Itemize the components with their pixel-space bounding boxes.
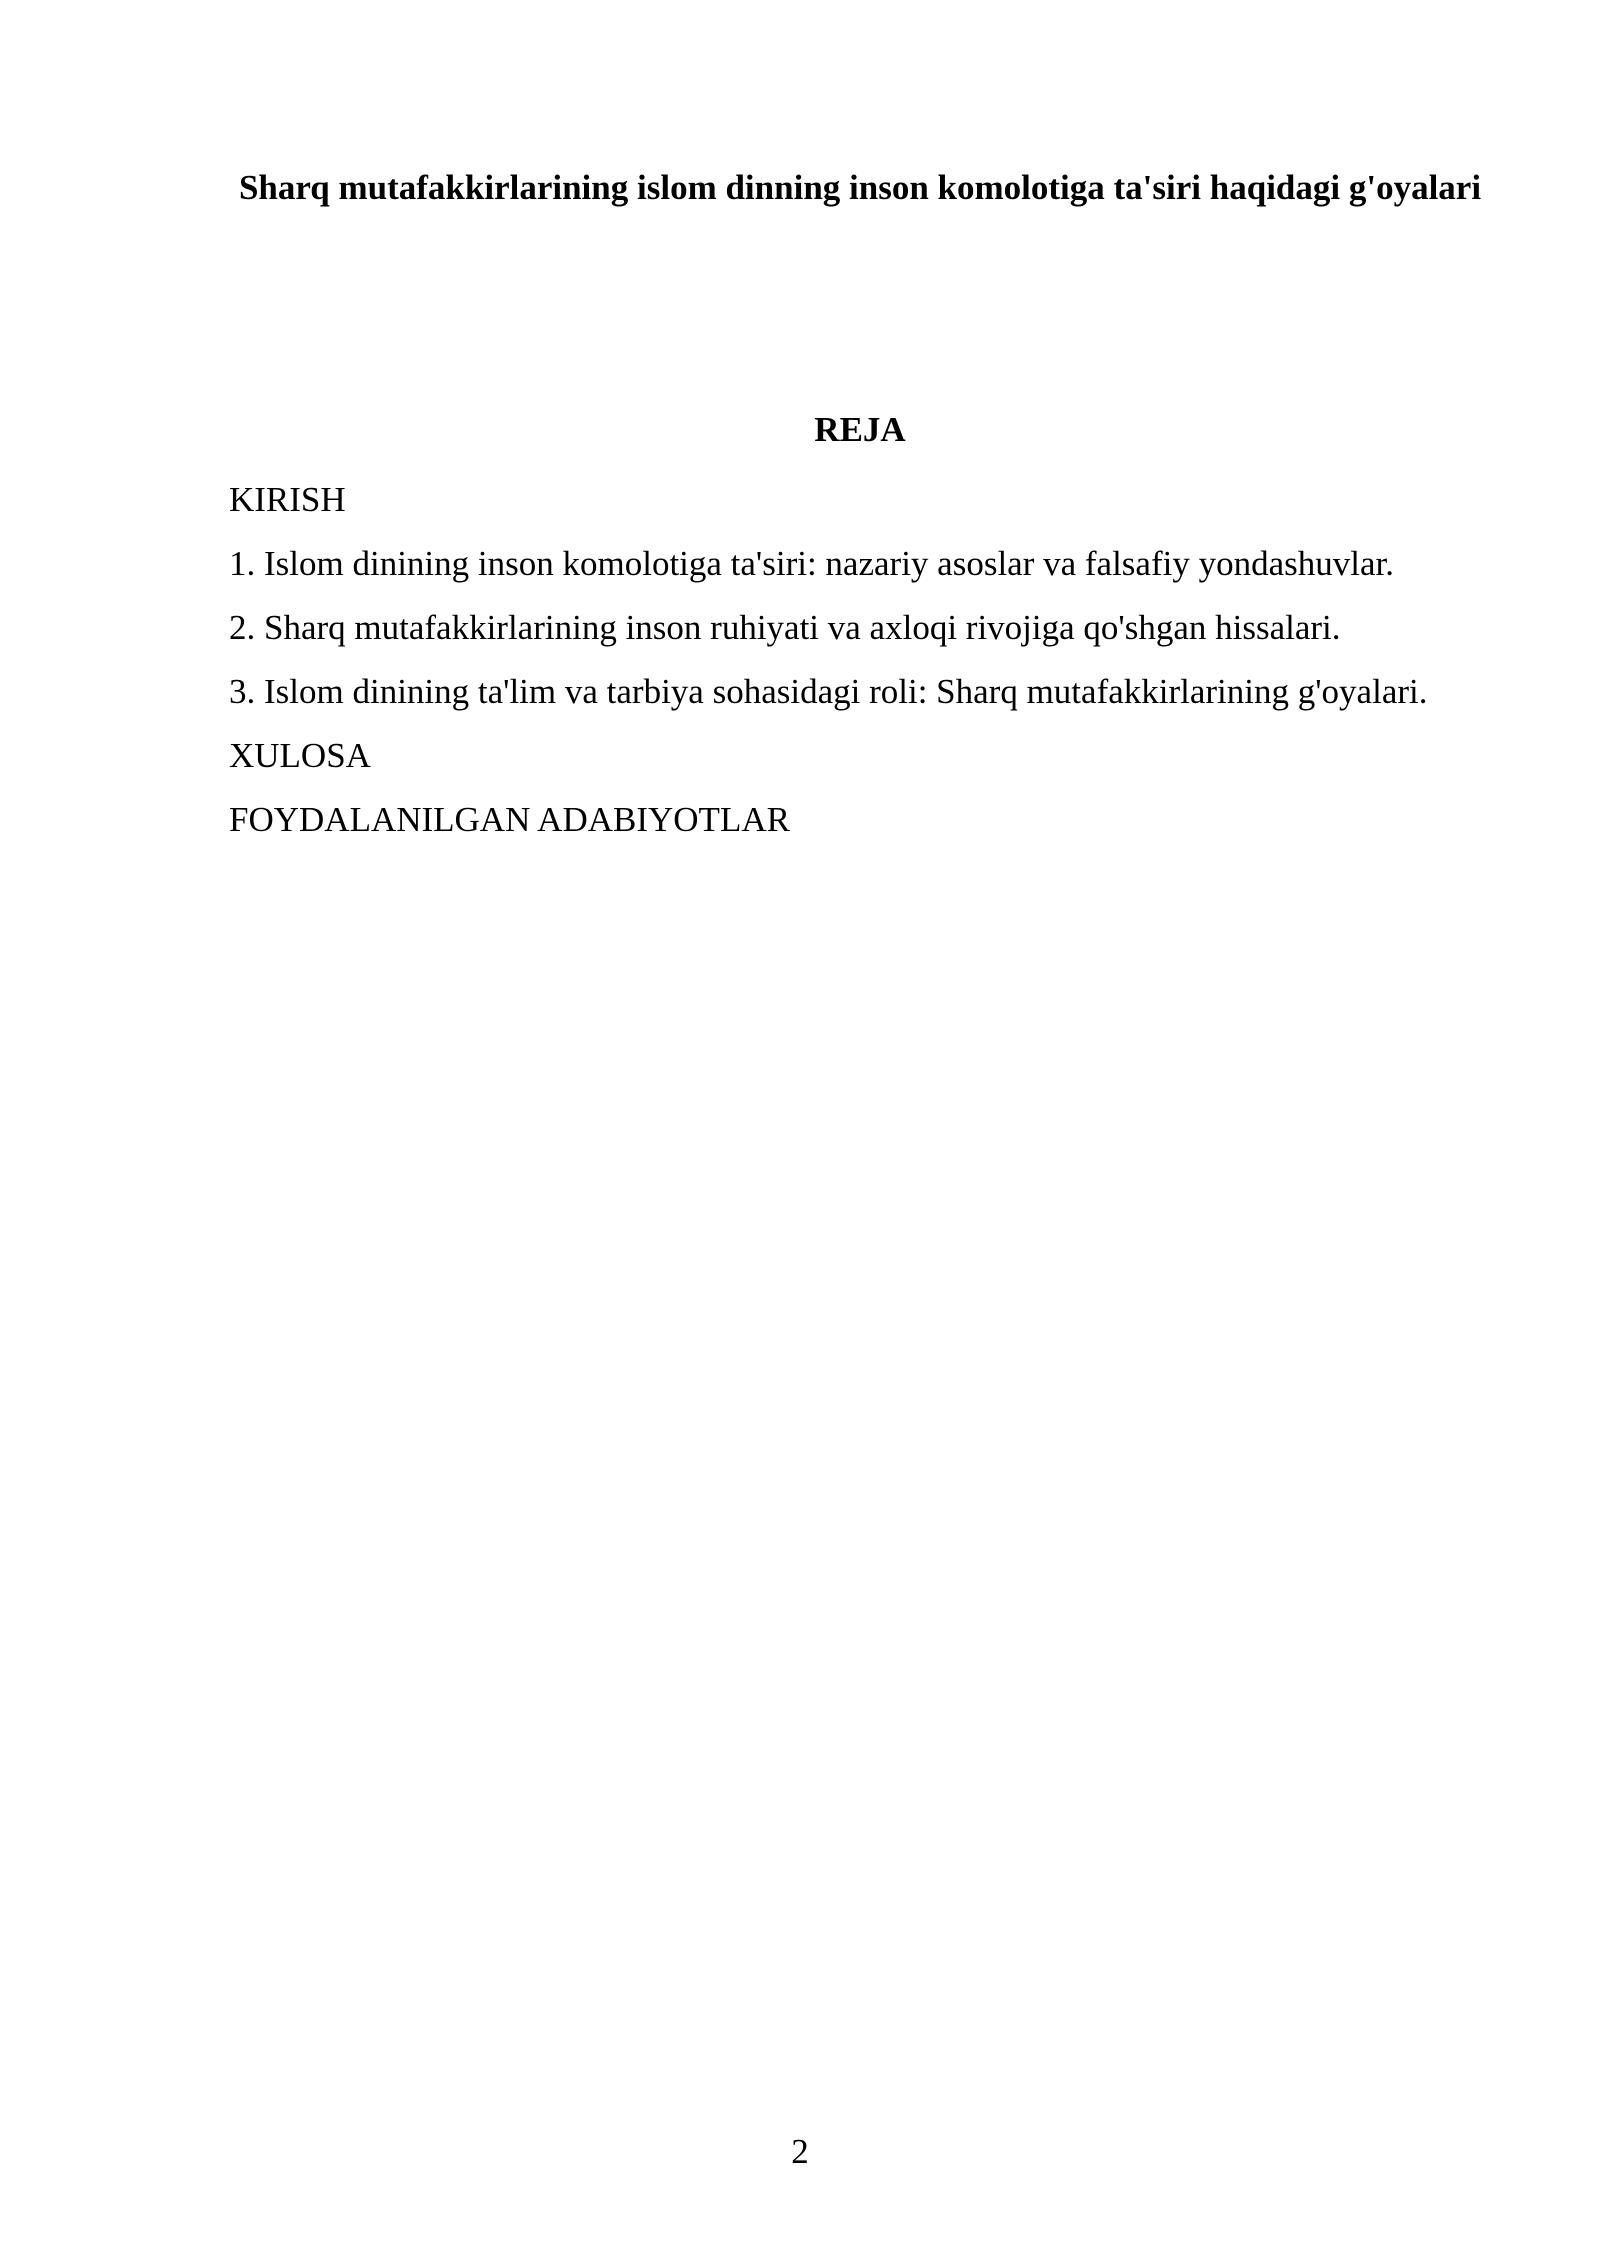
plan-heading: REJA: [814, 410, 906, 449]
plan-item-conclusion: XULOSA: [229, 736, 371, 775]
plan-item-introduction: KIRISH: [229, 480, 346, 519]
plan-list: [229, 472, 1529, 856]
document-title: Sharq mutafakkirlarining islom dinning inson komolotiga ta'siri haqidagi g'oyalari: [238, 168, 1482, 207]
plan-item-2: 2. Sharq mutafakkirlarining inson ruhiyati va axloqi rivojiga qo'shgan hissalari.: [229, 608, 1341, 647]
page-number: 2: [791, 2132, 809, 2171]
plan-item-3: 3. Islom dinining ta'lim va tarbiya sohasidagi roli: Sharq mutafakkirlarining g'oyalari.: [229, 672, 1428, 711]
plan-item-references: FOYDALANILGAN ADABIYOTLAR: [229, 800, 790, 839]
plan-item-1: 1. Islom dinining inson komolotiga ta'siri: nazariy asoslar va falsafiy yondashuvlar.: [229, 544, 1394, 583]
